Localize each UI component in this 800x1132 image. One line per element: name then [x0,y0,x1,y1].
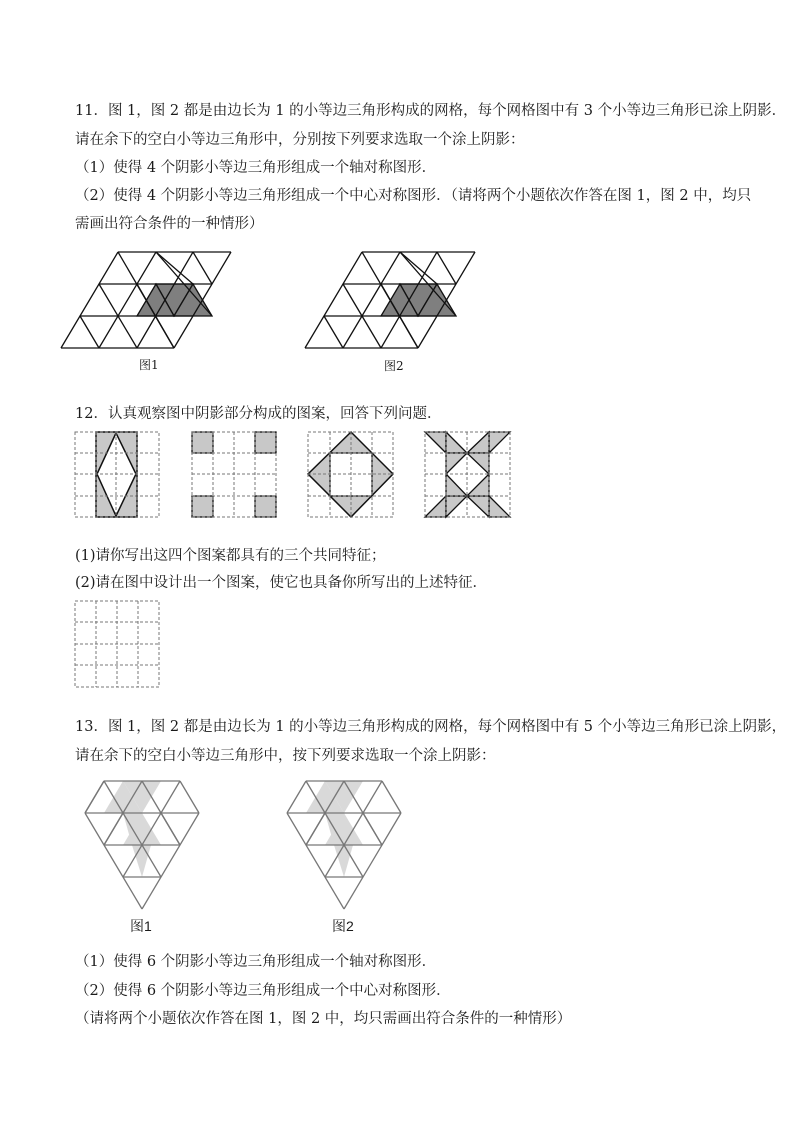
q11-line-4: （2）使得 4 个阴影小等边三角形组成一个中心对称图形．（请将两个小题依次作答在图 1，图 2 中，均只 [75,188,752,204]
q13-figure-2-grid [287,781,401,909]
q11-line-2: 请在余下的空白小等边三角形中，分别按下列要求选取一个涂上阴影： [75,132,525,148]
q11-line-3: （1）使得 4 个阴影小等边三角形组成一个轴对称图形． [75,160,437,176]
q13-line-3: （1）使得 6 个阴影小等边三角形组成一个轴对称图形． [75,954,437,970]
q13-line-5: （请将两个小题依次作答在图 1，图 2 中，均只需画出符合条件的一种情形） [75,1011,572,1027]
q13-line-4: （2）使得 6 个阴影小等边三角形组成一个中心对称图形． [75,983,451,999]
q13-figure-1-grid [85,781,199,909]
q12-line-3: (2)请在图中设计出一个图案，使它也具备你所写出的上述特征． [75,575,488,591]
q13-figure-1-caption: 图1 [130,918,152,934]
q13-line-1: 13．图 1，图 2 都是由边长为 1 的小等边三角形构成的网格，每个网格图中有 5 个小等边三角形已涂上阴影， [75,719,787,735]
q11-figure-2-caption: 图2 [384,359,404,373]
q11-line-5: 需画出符合条件的一种情形） [75,216,264,232]
shaded-triangle [132,845,151,877]
q13-line-2: 请在余下的空白小等边三角形中，按下列要求选取一个涂上阴影： [75,748,496,764]
q12-line-1: 12．认真观察图中阴影部分构成的图案，回答下列问题． [75,406,442,422]
q11-line-1: 11．图 1，图 2 都是由边长为 1 的小等边三角形构成的网格，每个网格图中有 3 个小等边三角形已涂上阴影． [75,103,787,119]
q11-figure-1-caption: 图1 [139,358,159,372]
q13-figure-2-caption: 图2 [332,918,354,934]
shaded-triangle [334,845,353,877]
q12-line-2: (1)请你写出这四个图案都具有的三个共同特征； [75,548,386,564]
